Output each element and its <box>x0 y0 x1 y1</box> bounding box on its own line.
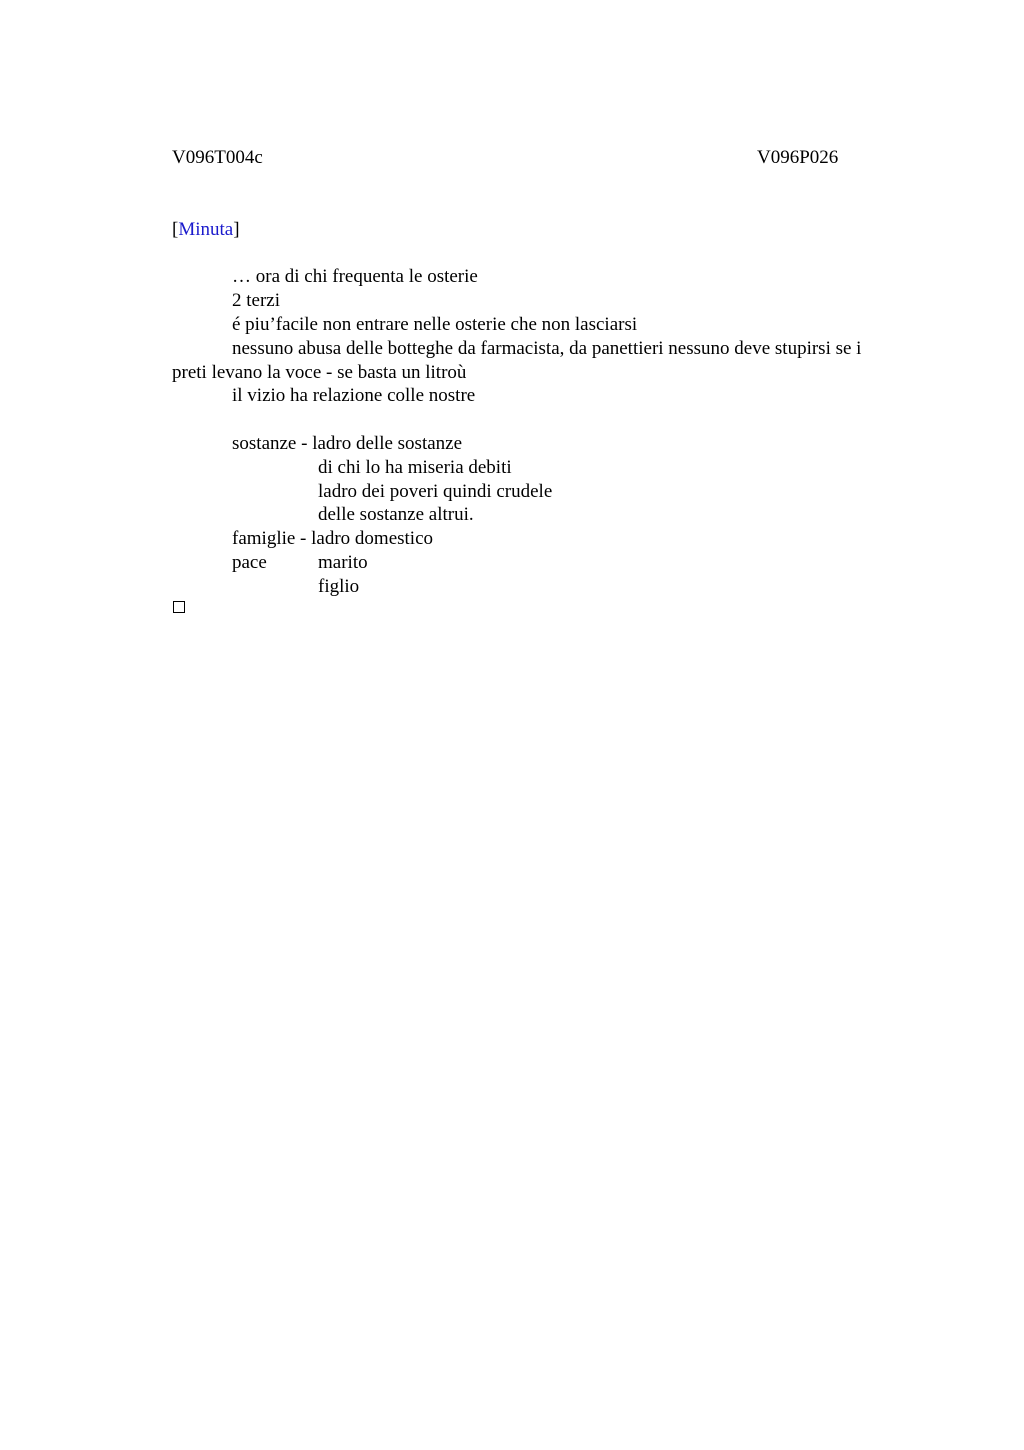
outline-sostanze-sub-1: di chi lo ha miseria debiti <box>318 457 512 478</box>
document-id-right: V096P026 <box>757 147 839 168</box>
text-line-2: 2 terzi <box>232 290 281 311</box>
outline-sostanze-sub-2: ladro dei poveri quindi crudele <box>318 481 553 502</box>
document-id-left: V096T004c <box>172 147 263 168</box>
text-line-5: il vizio ha relazione colle nostre <box>232 385 476 406</box>
outline-sostanze-head: sostanze - ladro delle sostanze <box>232 433 463 454</box>
minuta-link[interactable]: Minuta <box>178 219 234 240</box>
outline-sostanze-sub-3: delle sostanze altrui. <box>318 504 474 525</box>
section-label <box>172 218 240 242</box>
outline-pace-sub-2: figlio <box>318 576 360 597</box>
text-line-3: é piu’facile non entrare nelle osterie che non lasciarsi <box>232 314 638 335</box>
outline-pace-sub-1: marito <box>318 552 368 573</box>
text-line-1: … ora di chi frequenta le osterie <box>232 266 478 287</box>
text-line-4a: nessuno abusa delle botteghe da farmacista, da panettieri nessuno deve stupirsi se i <box>232 338 862 359</box>
outline-famiglie-head: famiglie - ladro domestico <box>232 528 434 549</box>
outline-pace-label: pace <box>232 552 267 573</box>
close-bracket: ] <box>233 219 240 240</box>
open-bracket: [ <box>172 219 179 240</box>
empty-square-icon <box>173 601 185 613</box>
text-line-4b: preti levano la voce - se basta un litroù <box>172 362 467 383</box>
